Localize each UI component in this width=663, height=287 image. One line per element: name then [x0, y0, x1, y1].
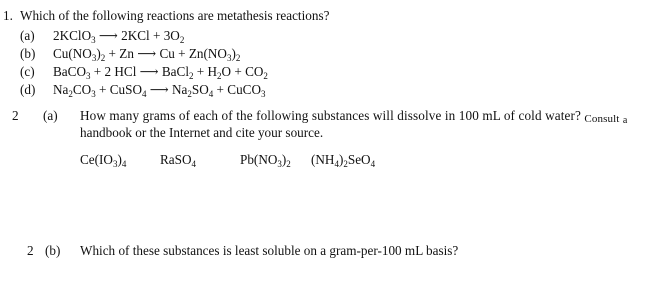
- reaction-d: [53, 82, 266, 99]
- reaction-text: Cu + Zn(NO: [156, 46, 227, 61]
- compound-lead-nitrate: [240, 152, 291, 169]
- question-text-tail: a: [622, 115, 628, 126]
- reaction-text: 2KCl + 3O: [117, 28, 180, 43]
- subscript: 4: [191, 159, 197, 169]
- question-2a-line-1: [80, 108, 628, 126]
- question-text-tail: Consult: [584, 113, 620, 125]
- subscript: 2: [286, 159, 291, 169]
- subscript: 2: [188, 71, 194, 81]
- reaction-b-label: (b): [20, 46, 36, 61]
- reaction-text: ): [231, 46, 236, 61]
- compound-ammonium-selenate: [311, 152, 376, 169]
- subscript: 4: [370, 159, 376, 169]
- reaction-text: CO: [72, 82, 92, 97]
- formula-text: ): [338, 152, 344, 167]
- reaction-text: Cu(NO: [53, 46, 92, 61]
- reaction-text: Na: [168, 82, 188, 97]
- subscript: 2: [217, 71, 222, 81]
- question-2a-label: (a): [43, 108, 58, 123]
- subscript: 3: [91, 89, 96, 99]
- reaction-c: [53, 64, 268, 81]
- subscript: 2: [235, 53, 241, 63]
- subscript: 3: [91, 53, 97, 63]
- reaction-d-label: (d): [20, 82, 36, 97]
- subscript: 4: [334, 159, 339, 169]
- subscript: 4: [208, 89, 214, 99]
- question-2b-text: Which of these substances is least soluble on a gram-per-100 mL basis?: [80, 243, 459, 258]
- question-2b-label: (b): [45, 243, 61, 258]
- reaction-text: + Zn: [105, 46, 138, 61]
- reaction-c-label: (c): [20, 64, 35, 79]
- reaction-text: 2KClO: [53, 28, 92, 43]
- subscript: 2: [68, 89, 73, 99]
- subscript: 3: [91, 35, 96, 45]
- subscript: 3: [277, 159, 282, 169]
- subscript: 3: [261, 89, 266, 99]
- formula-text: SeO: [347, 152, 371, 167]
- question-2a-line-2: handbook or the Internet and cite your source.: [80, 125, 324, 140]
- subscript: 4: [142, 89, 147, 99]
- formula-text: Pb(NO: [240, 152, 278, 167]
- formula-text: RaSO: [160, 152, 192, 167]
- question-1-prompt: Which of the following reactions are metathesis reactions?: [20, 8, 330, 23]
- reaction-text: SO: [191, 82, 209, 97]
- formula-text: Ce(IO: [80, 152, 113, 167]
- question-1-number: 1.: [3, 8, 13, 23]
- reaction-text: BaCl: [158, 64, 189, 79]
- subscript: 2: [343, 159, 348, 169]
- reaction-text: + CuCO: [213, 82, 261, 97]
- subscript: 2: [100, 53, 106, 63]
- reaction-text: + CuSO: [95, 82, 142, 97]
- reaction-text: BaCO: [53, 64, 86, 79]
- formula-text: (NH: [311, 152, 335, 167]
- compound-cerium-iodate: [80, 152, 127, 169]
- formula-text: ): [117, 152, 122, 167]
- subscript: 3: [112, 159, 118, 169]
- reaction-text: ): [96, 46, 101, 61]
- subscript: 3: [85, 71, 91, 81]
- reaction-arrow: ⟶: [139, 64, 159, 79]
- reaction-text: O + CO: [221, 64, 264, 79]
- reaction-a-label: (a): [20, 28, 35, 43]
- compound-radium-sulfate: [160, 152, 197, 169]
- reaction-b: [53, 46, 241, 63]
- reaction-text: + H: [193, 64, 218, 79]
- reaction-arrow: ⟶: [149, 82, 169, 97]
- reaction-arrow: ⟶: [98, 28, 118, 43]
- reaction-a: [53, 28, 185, 45]
- reaction-text: + 2 HCl: [90, 64, 140, 79]
- subscript: 2: [187, 89, 192, 99]
- formula-text: ): [281, 152, 287, 167]
- subscript: 2: [263, 71, 268, 81]
- subscript: 2: [179, 35, 185, 45]
- subscript: 4: [121, 159, 127, 169]
- question-2b-number: 2: [27, 243, 34, 258]
- subscript: 3: [226, 53, 232, 63]
- reaction-arrow: ⟶: [137, 46, 157, 61]
- question-2a-number: 2: [12, 108, 19, 123]
- question-text: How many grams of each of the following substances will dissolve in 100 mL of cold water?: [80, 108, 581, 123]
- reaction-text: Na: [53, 82, 69, 97]
